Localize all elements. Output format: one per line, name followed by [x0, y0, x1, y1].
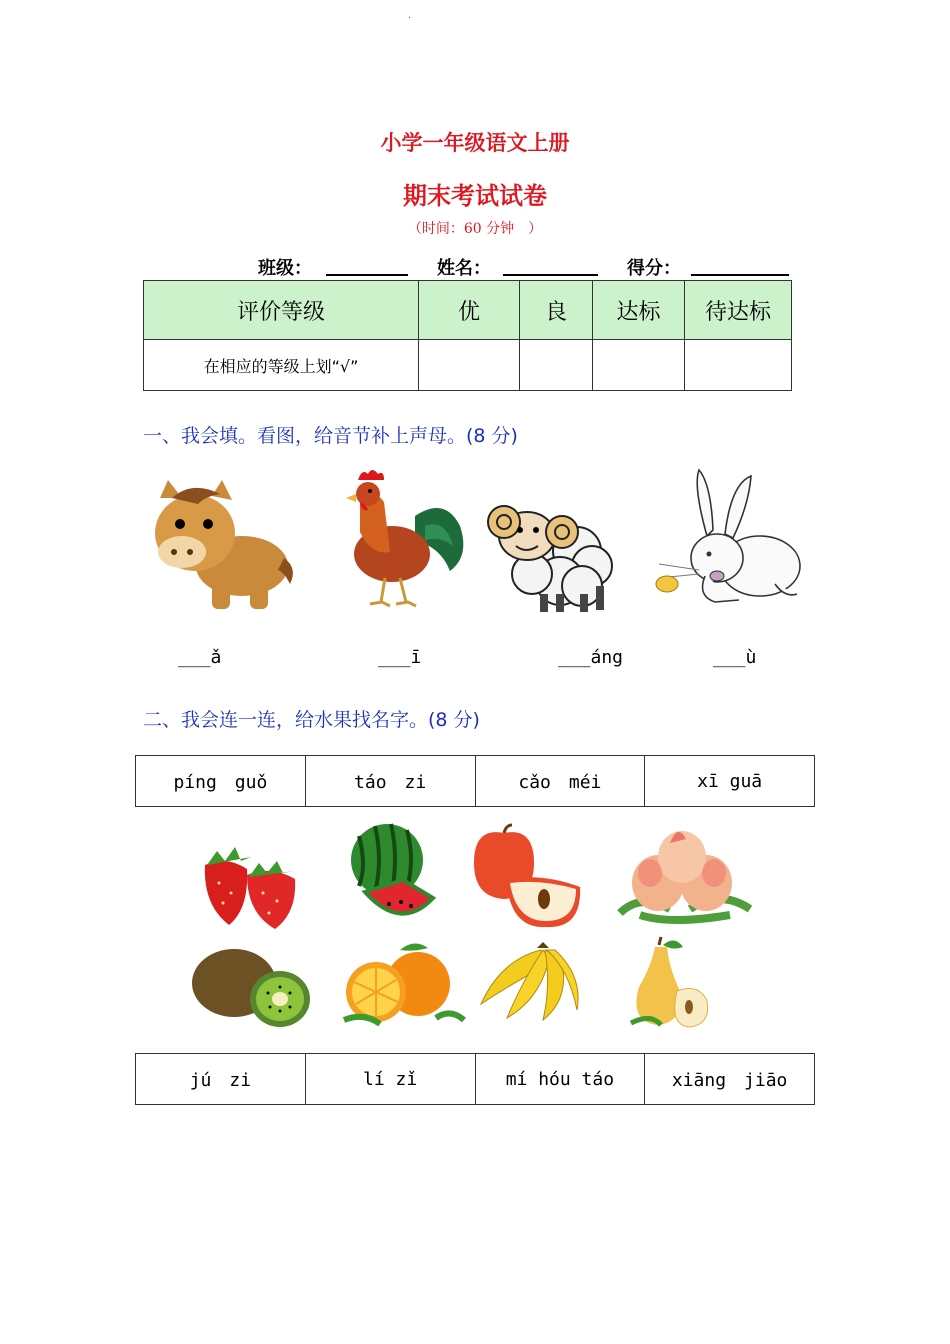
rabbit-picture	[645, 466, 805, 611]
blank-rooster[interactable]: ___ī	[378, 647, 422, 668]
grade-cell-pass[interactable]	[593, 340, 685, 391]
grade-cell-good[interactable]	[520, 340, 593, 391]
name-field[interactable]	[503, 274, 598, 276]
pinyin-juzi[interactable]: jú zi	[136, 1054, 306, 1105]
grade-header-good: 良	[520, 281, 593, 340]
pinyin-table-bottom	[135, 1053, 815, 1105]
page-dot: .	[408, 10, 412, 21]
blank-sheep[interactable]: ___áng	[558, 647, 624, 668]
pear-picture	[625, 935, 715, 1030]
pinyin-taozi[interactable]: táo zi	[305, 756, 475, 807]
orange-picture	[340, 940, 470, 1030]
score-field[interactable]	[691, 274, 789, 276]
kiwi-picture	[190, 945, 315, 1030]
grade-cell-excellent[interactable]	[419, 340, 520, 391]
grade-row-label: 在相应的等级上划“√”	[144, 340, 419, 391]
blank-rabbit[interactable]: ___ù	[713, 647, 757, 668]
pinyin-xiangjiao[interactable]: xiāng jiāo	[645, 1054, 815, 1105]
pinyin-caomei[interactable]: cǎo méi	[475, 756, 645, 807]
apple-picture	[470, 825, 585, 930]
blank-horse[interactable]: ___ǎ	[178, 647, 222, 668]
pinyin-pingguo[interactable]: píng guǒ	[136, 756, 306, 807]
pinyin-xigua[interactable]: xī guā	[645, 756, 815, 807]
class-label: 班级：	[258, 258, 312, 279]
grade-header-pending: 待达标	[685, 281, 792, 340]
section2-title: 二、我会连一连，给水果找名字。(8 分)	[143, 709, 480, 731]
watermelon-picture	[345, 822, 435, 927]
grade-header-level: 评价等级	[144, 281, 419, 340]
time-note: （时间：60 分钟 ）	[407, 221, 543, 237]
grade-table	[143, 280, 792, 391]
grade-header-excellent: 优	[419, 281, 520, 340]
rooster-picture	[330, 466, 465, 616]
page-title: 小学一年级语文上册	[380, 131, 570, 155]
pinyin-lizi[interactable]: lí zǐ	[305, 1054, 475, 1105]
peach-picture	[610, 823, 755, 933]
name-label: 姓名：	[437, 258, 491, 279]
banana-picture	[475, 940, 585, 1025]
horse-picture	[150, 478, 295, 613]
pinyin-mihoutao[interactable]: mí hóu táo	[475, 1054, 645, 1105]
exam-title: 期末考试试卷	[403, 182, 547, 210]
section1-title: 一、我会填。看图，给音节补上声母。(8 分)	[143, 425, 518, 447]
score-label: 得分：	[627, 258, 681, 279]
grade-cell-pending[interactable]	[685, 340, 792, 391]
pinyin-table-top	[135, 755, 815, 807]
sheep-picture	[482, 486, 622, 616]
grade-header-pass: 达标	[593, 281, 685, 340]
strawberry-picture	[195, 835, 305, 930]
class-field[interactable]	[326, 274, 408, 276]
